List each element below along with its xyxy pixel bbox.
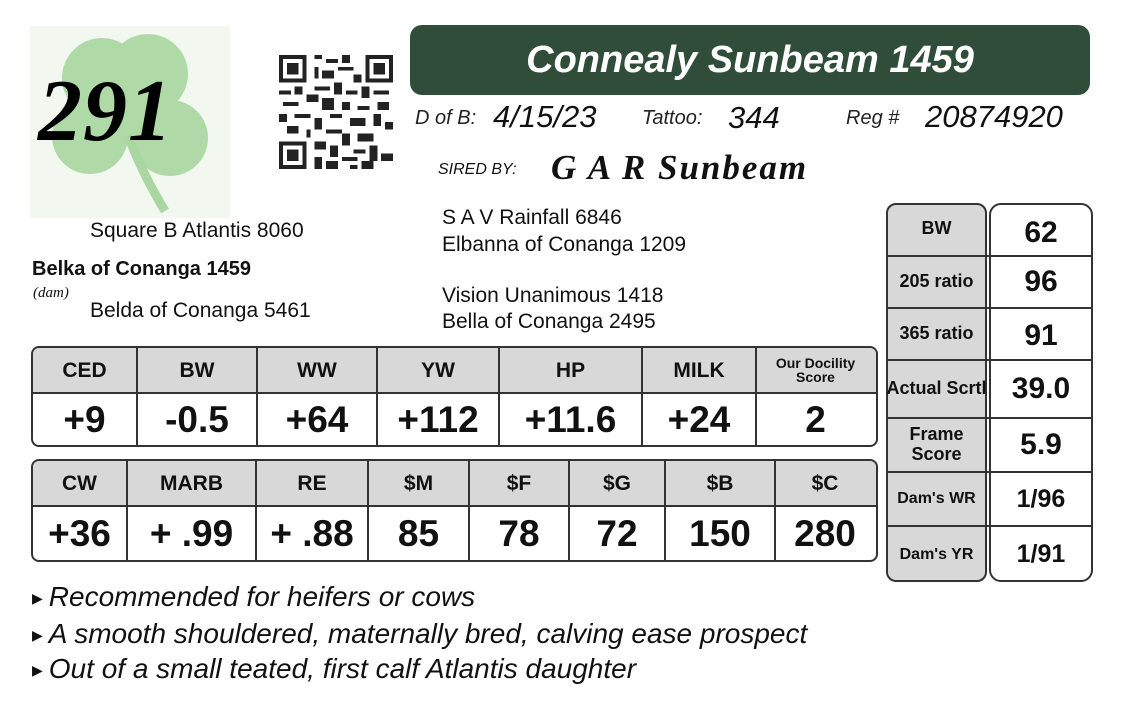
triangle-bullet-icon: ▶ xyxy=(32,590,43,607)
epd-header-re: RE xyxy=(297,471,327,495)
dam-dam: Belda of Conanga 5461 xyxy=(90,299,311,322)
dob-value: 4/15/23 xyxy=(493,99,597,134)
epd-header-milk: MILK xyxy=(673,358,725,382)
stat-label-scrotal: Actual Scrtl xyxy=(886,378,987,399)
pedigree-sire-sire: S A V Rainfall 6846 xyxy=(442,206,622,229)
epd-table-1 xyxy=(31,346,878,447)
epd-header-m: $M xyxy=(403,471,434,495)
sire-value: G A R Sunbeam xyxy=(551,148,809,187)
stat-label-bw: BW xyxy=(921,218,952,239)
stat-label-205-ratio: 205 ratio xyxy=(899,271,974,292)
reg-label: Reg # xyxy=(846,107,900,129)
pedigree-line-3: Vision Unanimous 1418 xyxy=(442,284,664,307)
epd-value-f: 78 xyxy=(498,512,540,554)
dam-label: (dam) xyxy=(33,285,69,301)
epd-value-ced: +9 xyxy=(63,398,106,440)
note-text: Recommended for heifers or cows xyxy=(48,581,476,612)
epd-header-ww: WW xyxy=(297,358,337,382)
epd-value-ww: +64 xyxy=(285,398,349,440)
triangle-bullet-icon: ▶ xyxy=(32,662,43,679)
qr-code-icon xyxy=(278,55,394,169)
epd-header-cw: CW xyxy=(62,471,97,495)
stat-value-scrotal: 39.0 xyxy=(1011,372,1071,405)
tattoo-value: 344 xyxy=(728,100,780,135)
triangle-bullet-icon: ▶ xyxy=(32,627,43,644)
epd-value-g: 72 xyxy=(596,512,638,554)
stat-value-205-ratio: 96 xyxy=(1024,265,1058,298)
stat-label-dams-wr: Dam's WR xyxy=(897,490,976,508)
epd-table-2 xyxy=(31,459,878,562)
epd-value-c: 280 xyxy=(794,512,856,554)
stat-label-frame-score: Frame Score xyxy=(909,424,964,464)
note-item xyxy=(32,618,807,650)
epd-value-bw: -0.5 xyxy=(165,398,229,440)
reg-value: 20874920 xyxy=(925,99,1063,134)
pedigree-sire-dam: Elbanna of Conanga 1209 xyxy=(442,233,687,256)
tattoo-label: Tattoo: xyxy=(642,107,703,129)
stat-value-365-ratio: 91 xyxy=(1024,319,1058,352)
epd-header-docility: Our Docility Score xyxy=(775,355,856,385)
stat-value-frame-score: 5.9 xyxy=(1020,428,1062,461)
epd-header-f: $F xyxy=(506,471,532,495)
epd-header-bw: BW xyxy=(179,358,215,382)
epd-header-b: $B xyxy=(706,471,734,495)
dob-label: D of B: xyxy=(415,107,477,129)
epd-header-yw: YW xyxy=(421,358,455,382)
note-item xyxy=(32,653,636,685)
stat-value-dams-wr: 1/96 xyxy=(1016,484,1066,513)
performance-stats xyxy=(886,203,1094,584)
epd-value-m: 85 xyxy=(397,512,440,554)
stat-label-dams-yr: Dam's YR xyxy=(899,545,974,563)
animal-name: Connealy Sunbeam 1459 xyxy=(526,38,974,81)
epd-header-ced: CED xyxy=(62,358,107,382)
epd-header-c: $C xyxy=(811,471,839,495)
epd-value-cw: +36 xyxy=(48,512,111,554)
epd-value-re: + .88 xyxy=(270,512,354,554)
lot-number: 291 xyxy=(38,63,173,160)
epd-value-docility: 2 xyxy=(805,398,826,440)
epd-value-b: 150 xyxy=(689,512,751,554)
epd-header-marb: MARB xyxy=(160,471,223,495)
pedigree-line-4: Bella of Conanga 2495 xyxy=(442,310,656,333)
epd-value-hp: +11.6 xyxy=(524,398,617,440)
stat-value-dams-yr: 1/91 xyxy=(1016,540,1066,568)
dam-name: Belka of Conanga 1459 xyxy=(32,258,251,280)
epd-value-marb: + .99 xyxy=(149,512,234,554)
stat-label-365-ratio: 365 ratio xyxy=(899,323,974,344)
title-banner xyxy=(410,25,1090,95)
dam-sire: Square B Atlantis 8060 xyxy=(90,219,304,242)
epd-value-milk: +24 xyxy=(667,398,731,440)
epd-header-hp: HP xyxy=(555,358,586,382)
note-text: Out of a small teated, first calf Atlantis daughter xyxy=(48,653,637,684)
epd-header-g: $G xyxy=(602,471,631,495)
note-item xyxy=(32,581,475,613)
epd-value-yw: +112 xyxy=(397,398,479,440)
sire-label: SIRED BY: xyxy=(438,161,517,178)
stat-value-bw: 62 xyxy=(1024,216,1058,249)
note-text: A smooth shouldered, maternally bred, calving ease prospect xyxy=(48,618,808,649)
